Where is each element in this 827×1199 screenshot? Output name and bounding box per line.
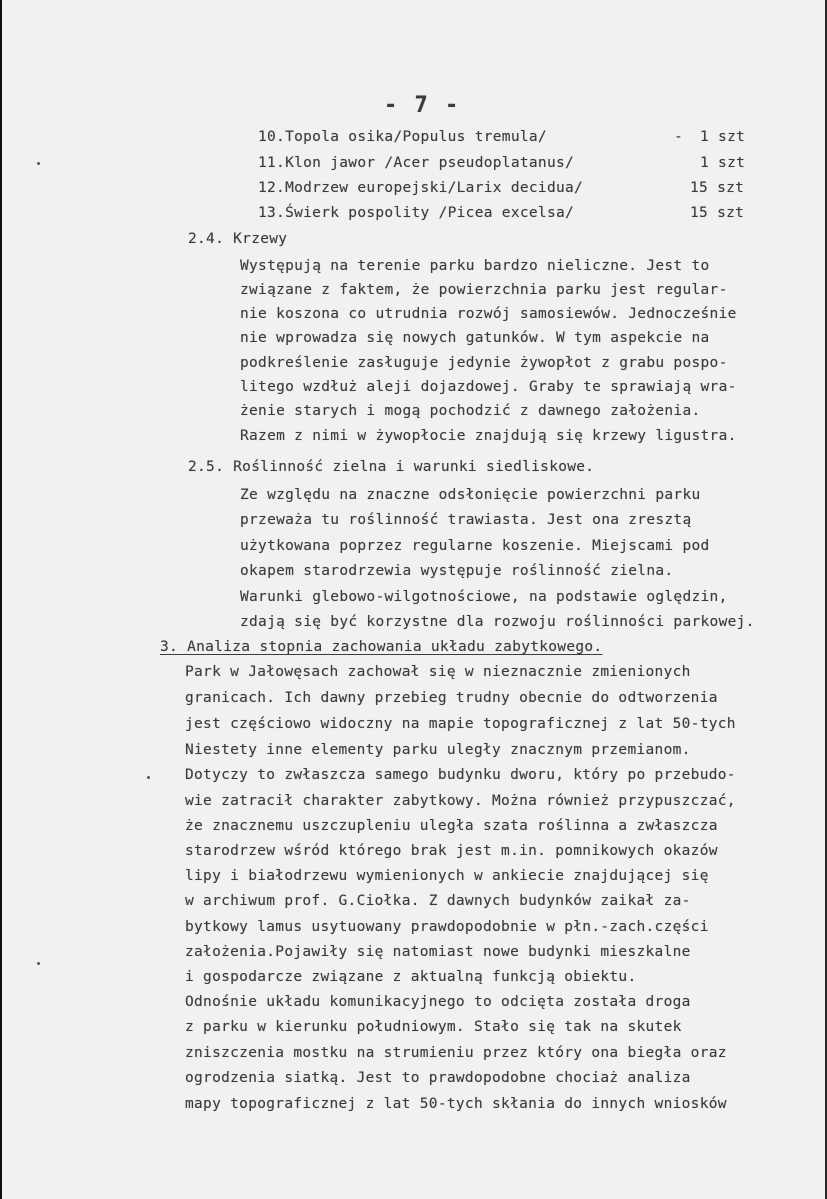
paragraph-line: lipy i białodrzewu wymienionych w ankiecie znajdującej się: [185, 868, 709, 884]
scan-left-edge: [0, 0, 2, 1199]
paragraph-line: nie koszona co utrudnia rozwój samosiewów. Jednocześnie: [240, 306, 737, 322]
paragraph-line: z parku w kierunku południowym. Stało się tak na skutek: [185, 1019, 682, 1035]
paragraph-line: żenie starych i mogą pochodzić z dawnego założenia.: [240, 403, 701, 419]
species-name: 12.Modrzew europejski/Larix decidua/: [258, 180, 584, 196]
paragraph-line: założenia.Pojawiły się natomiast nowe budynki mieszkalne: [185, 944, 691, 960]
section-heading-3: 3. Analiza stopnia zachowania układu zabytkowego.: [160, 639, 603, 655]
paragraph-line: w archiwum prof. G.Ciołka. Z dawnych budynków zaikał za-: [185, 893, 691, 909]
paragraph-line: podkreślenie zasługuje jedynie żywopłot z grabu pospo-: [240, 355, 728, 371]
paragraph-line: ogrodzenia siatką. Jest to prawdopodobne chociaż analiza: [185, 1070, 691, 1086]
paragraph-line: Niestety inne elementy parku uległy znacznym przemianom.: [185, 742, 691, 758]
paragraph-line: starodrzew wśród którego brak jest m.in. pomnikowych okazów: [185, 843, 718, 859]
paragraph-line: przeważa tu roślinność trawiasta. Jest ona zresztą: [240, 512, 692, 528]
species-name: 13.Świerk pospolity /Picea excelsa/: [258, 205, 575, 221]
paragraph-line: wie zatracił charakter zabytkowy. Można również przypuszczać,: [185, 793, 736, 809]
species-qty: 15 szt: [690, 180, 745, 196]
section-heading-2-5: 2.5. Roślinność zielna i warunki siedliskowe.: [188, 459, 595, 475]
species-qty: 1 szt: [700, 155, 746, 171]
paragraph-line: Park w Jałowęsach zachował się w nieznacznie zmienionych: [185, 664, 691, 680]
species-name: 10.Topola osika/Populus tremula/: [258, 129, 547, 145]
paragraph-line: jest częściowo widoczny na mapie topograficznej z lat 50-tych: [185, 716, 736, 732]
paragraph-line: okapem starodrzewia występuje roślinność zielna.: [240, 563, 674, 579]
species-dash: -: [674, 129, 684, 145]
section-heading-2-4: 2.4. Krzewy: [188, 231, 288, 247]
paragraph-line: Dotyczy to zwłaszcza samego budynku dworu, który po przebudo-: [185, 767, 736, 783]
paragraph-line: Występują na terenie parku bardzo nieliczne. Jest to: [240, 258, 710, 274]
paragraph-line: zdają się być korzystne dla rozwoju roślinności parkowej.: [240, 614, 755, 630]
paragraph-line: związane z faktem, że powierzchnia parku jest regular-: [240, 282, 728, 298]
species-qty: 1 szt: [700, 129, 746, 145]
paragraph-line: bytkowy lamus usytuowany prawdopodobnie w płn.-zach.części: [185, 919, 709, 935]
paragraph-line: zniszczenia mostku na strumieniu przez który ona biegła oraz: [185, 1045, 727, 1061]
paragraph-line: Razem z nimi w żywopłocie znajdują się krzewy ligustra.: [240, 428, 737, 444]
paragraph-line: mapy topograficznej z lat 50-tych skłania do innych wniosków: [185, 1096, 727, 1112]
species-qty: 15 szt: [690, 205, 745, 221]
page-number: - 7 -: [384, 93, 461, 118]
punch-mark: [147, 776, 150, 779]
paragraph-line: Odnośnie układu komunikacyjnego to odcięta została droga: [185, 994, 691, 1010]
paragraph-line: litego wzdłuż aleji dojazdowej. Graby te sprawiają wra-: [240, 379, 737, 395]
paragraph-line: nie wprowadza się nowych gatunków. W tym aspekcie na: [240, 330, 710, 346]
paragraph-line: że znacznemu uszczupleniu uległa szata roślinna a zwłaszcza: [185, 818, 718, 834]
species-name: 11.Klon jawor /Acer pseudoplatanus/: [258, 155, 575, 171]
paragraph-line: użytkowana poprzez regularne koszenie. Miejscami pod: [240, 538, 710, 554]
paragraph-line: granicach. Ich dawny przebieg trudny obecnie do odtworzenia: [185, 690, 718, 706]
paragraph-line: Warunki glebowo-wilgotnościowe, na podstawie oględzin,: [240, 589, 728, 605]
paragraph-line: i gospodarcze związane z aktualną funkcją obiektu.: [185, 969, 637, 985]
punch-mark: [37, 962, 40, 965]
paragraph-line: Ze względu na znaczne odsłonięcie powierzchni parku: [240, 487, 701, 503]
punch-mark: [37, 162, 40, 165]
